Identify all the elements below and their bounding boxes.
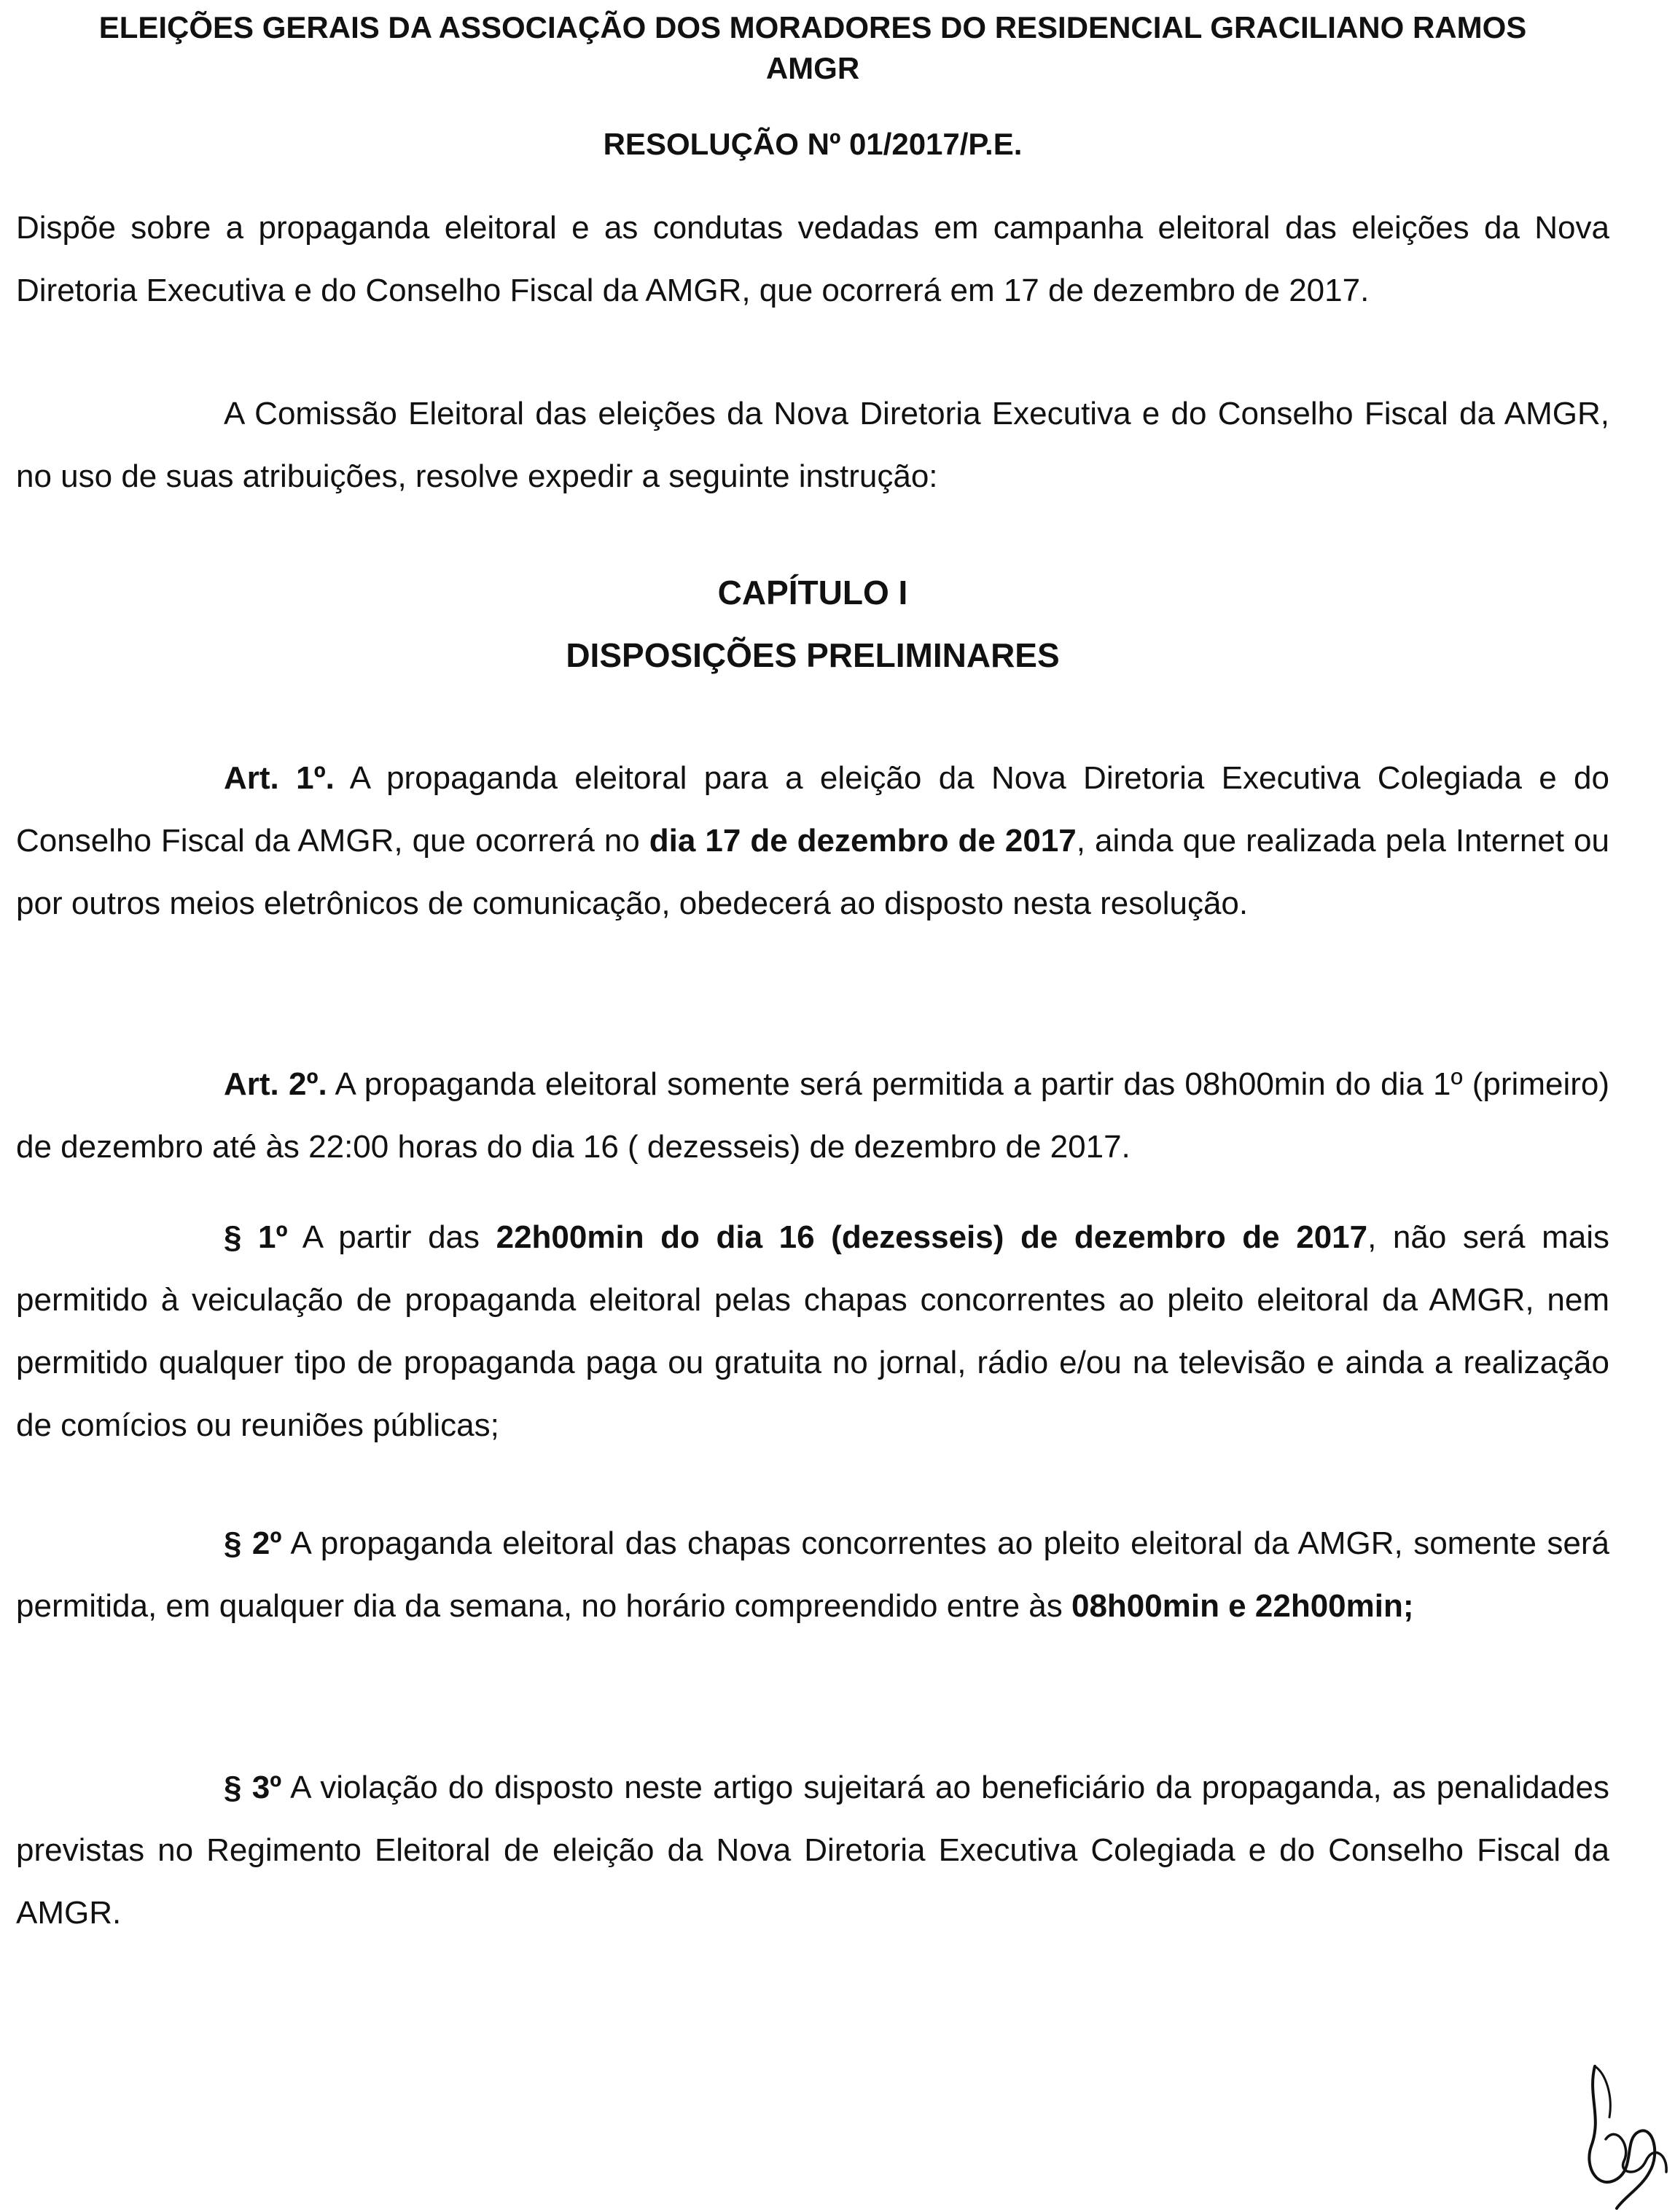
paragraph-3 <box>16 1756 1609 1945</box>
paragraph-2-label: § 2º <box>224 1525 282 1561</box>
header-line-1: ELEIÇÕES GERAIS DA ASSOCIAÇÃO DOS MORADORES DO RESIDENCIAL GRACILIANO RAMOS <box>98 10 1527 44</box>
article-1-date: dia 17 de dezembro de 2017 <box>649 823 1077 859</box>
article-2 <box>16 1053 1609 1179</box>
article-1-text-b: , ainda que realizada pela Internet ou por outros meios eletrônicos de comunicação, obedecerá ao disposto nesta resolução. <box>16 823 1609 921</box>
ementa-paragraph: Dispõe sobre a propaganda eleitoral e as condutas vedadas em campanha eleitoral das eleições da Nova Diretoria Executiva e do Conselho Fiscal da AMGR, que ocorrerá em 17 de dezembro de 2017. <box>16 210 1609 308</box>
document-header <box>16 7 1609 89</box>
article-1-text-a: A propaganda eleitoral para a eleição da Nova Diretoria Executiva Colegiada e do Conselho Fiscal da AMGR, que ocorrerá no <box>16 760 1610 859</box>
paragraph-1-text-a: A partir das <box>287 1219 496 1255</box>
paragraph-2-time: 08h00min e 22h00min; <box>1071 1588 1414 1624</box>
paragraph-1-label: § 1º <box>224 1219 288 1255</box>
article-1-label: Art. 1º. <box>224 760 335 796</box>
paragraph-3-text: A violação do disposto neste artigo sujeitará ao beneficiário da propaganda, as penalidades previstas no Regimento Eleitoral de eleição da Nova Diretoria Executiva Colegiada e do Conselho Fiscal da AMGR. <box>16 1770 1609 1931</box>
paragraph-3-label: § 3º <box>224 1770 282 1805</box>
article-2-text: A propaganda eleitoral somente será permitida a partir das 08h00min do dia 1º (primeiro) de dezembro até às 22:00 horas do dia 16 ( dezesseis) de dezembro de 2017. <box>16 1066 1609 1165</box>
paragraph-1-text-b: , não será mais permitido à veiculação de propaganda eleitoral pelas chapas concorrentes ao pleito eleitoral da AMGR, nem permitido qualquer tipo de propaganda paga ou gratuita no jornal, rádio e/ou na televisão e ainda a realização de comícios ou reuniões públicas; <box>16 1219 1609 1443</box>
article-1 <box>16 747 1609 935</box>
paragraph-2 <box>16 1512 1609 1638</box>
paragraph-2-text: A propaganda eleitoral das chapas concorrentes ao pleito eleitoral da AMGR, somente será permitida, em qualquer dia da semana, no horário compreendido entre às <box>16 1525 1609 1624</box>
paragraph-1-time: 22h00min do dia 16 (dezesseis) de dezembro de 2017 <box>496 1219 1368 1255</box>
preamble-paragraph: A Comissão Eleitoral das eleições da Nova Diretoria Executiva e do Conselho Fiscal da AMGR, no uso de suas atribuições, resolve expedir a seguinte instrução: <box>16 396 1609 494</box>
chapter-subtitle: DISPOSIÇÕES PRELIMINARES <box>566 636 1060 674</box>
paragraph-1 <box>16 1206 1609 1457</box>
header-line-2: AMGR <box>765 51 860 85</box>
article-2-label: Art. 2º. <box>224 1066 327 1102</box>
chapter-title: CAPÍTULO I <box>717 574 908 611</box>
handwritten-signature-icon <box>1573 2052 1675 2212</box>
resolution-number: RESOLUÇÃO Nº 01/2017/P.E. <box>603 127 1023 161</box>
